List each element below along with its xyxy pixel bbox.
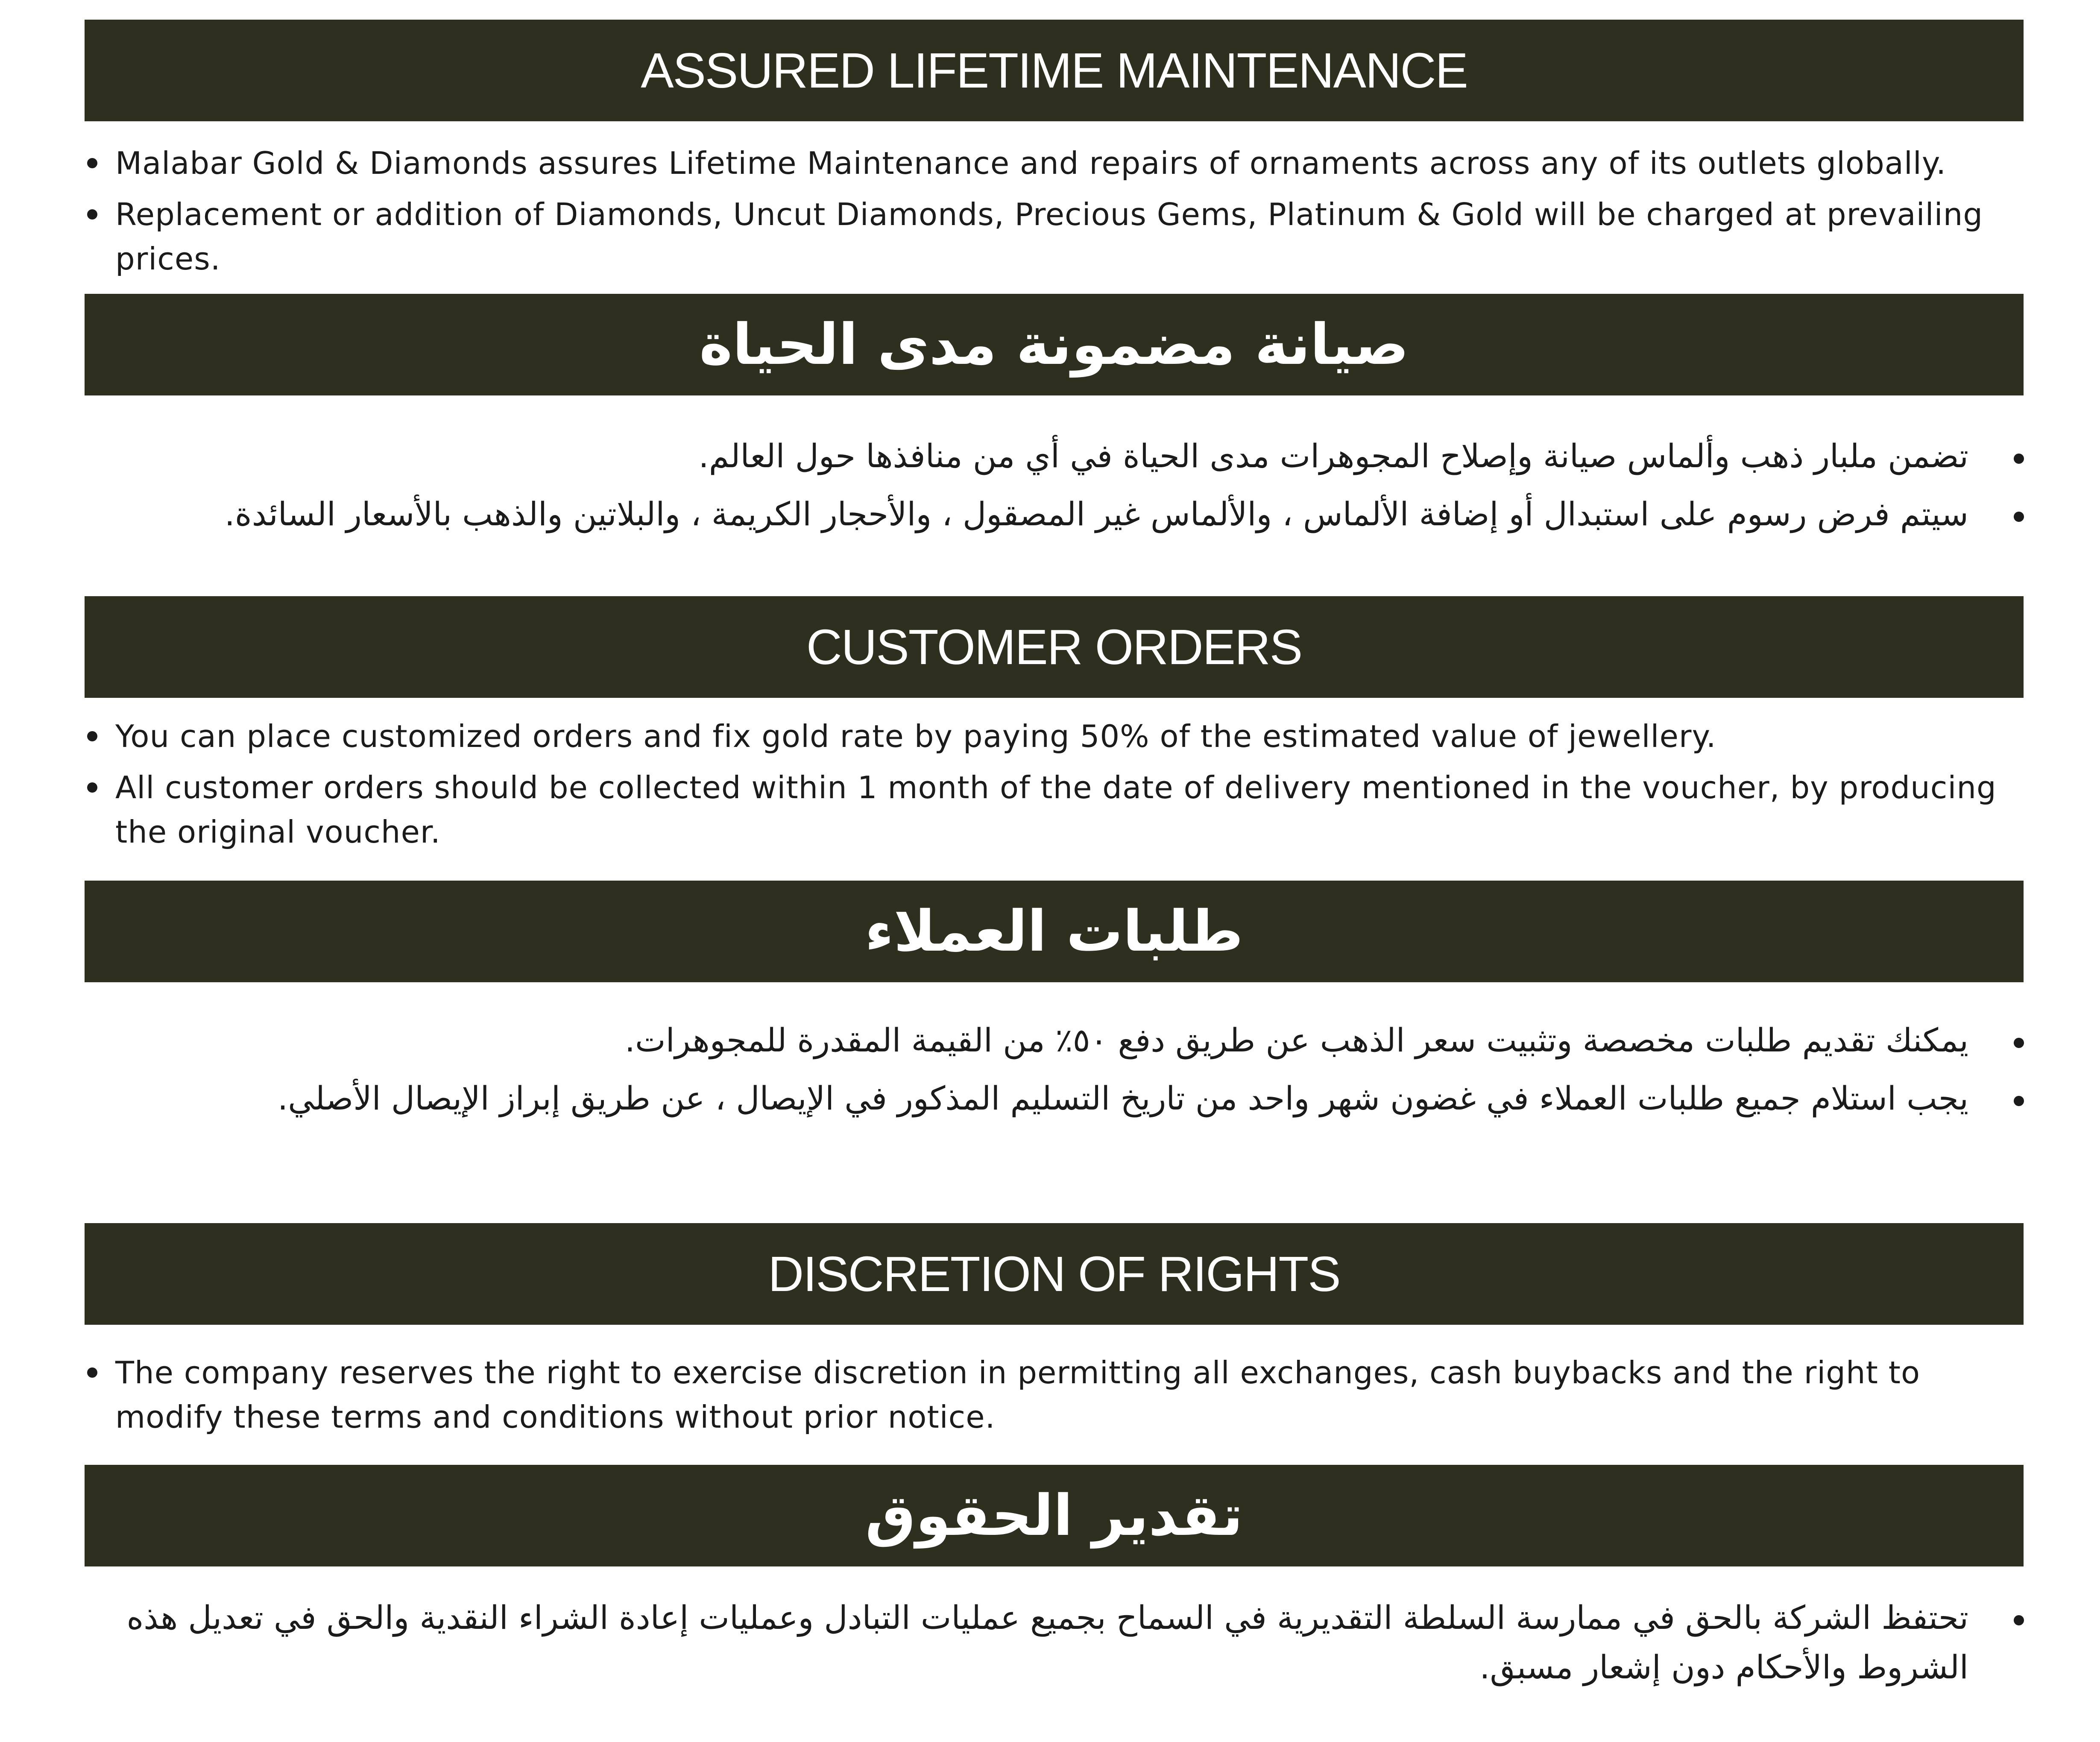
list-item: Malabar Gold & Diamonds assures Lifetime Maintenance and repairs of ornaments across any of its outlets globally.: [85, 141, 2006, 185]
list-item: All customer orders should be collected within 1 month of the date of delivery mentioned in the voucher, by producing the original voucher.: [85, 765, 2006, 854]
section-title: صيانة مضمونة مدى الحياة: [699, 312, 1409, 378]
list-item: Replacement or addition of Diamonds, Uncut Diamonds, Precious Gems, Platinum & Gold will be charged at prevailing prices.: [85, 192, 2006, 281]
list-item: The company reserves the right to exercise discretion in permitting all exchanges, cash buybacks and the right to modify these terms and conditions without prior notice.: [85, 1350, 2006, 1439]
list-item: تضمن ملبار ذهب وألماس صيانة وإصلاح المجوهرات مدى الحياة في أي من منافذها حول العالم.: [115, 431, 1994, 481]
bullet-list-orders-en: [85, 714, 2006, 861]
section-header-maintenance-en: [85, 20, 2024, 121]
list-item: يجب استلام جميع طلبات العملاء في غضون شهر واحد من تاريخ التسليم المذكور في الإيصال ، عن طريق إبراز الإيصال الأصلي.: [115, 1074, 1994, 1123]
bullet-list-maintenance-en: [85, 141, 2006, 288]
section-title: CUSTOMER ORDERS: [806, 619, 1302, 675]
section-title: تقدير الحقوق: [865, 1483, 1243, 1549]
section-header-discretion-ar: [85, 1465, 2024, 1566]
bullet-list-discretion-en: [85, 1350, 2006, 1446]
section-header-orders-ar: [85, 881, 2024, 982]
section-header-discretion-en: [85, 1223, 2024, 1325]
bullet-list-orders-ar: [115, 1016, 1994, 1132]
bullet-list-discretion-ar: [115, 1593, 1994, 1701]
section-header-orders-en: [85, 596, 2024, 698]
section-header-maintenance-ar: [85, 294, 2024, 395]
list-item: تحتفظ الشركة بالحق في ممارسة السلطة التقديرية في السماح بجميع عمليات التبادل وعمليات إعادة الشراء النقدية والحق في تعديل هذه الشروط والأحكام دون إشعار مسبق.: [115, 1593, 1994, 1692]
section-title: ASSURED LIFETIME MAINTENANCE: [641, 43, 1467, 98]
bullet-list-maintenance-ar: [115, 431, 1994, 547]
section-title: طلبات العملاء: [865, 899, 1243, 964]
list-item: يمكنك تقديم طلبات مخصصة وتثبيت سعر الذهب عن طريق دفع ٥٠٪ من القيمة المقدرة للمجوهرات.: [115, 1016, 1994, 1065]
section-title: DISCRETION OF RIGHTS: [768, 1246, 1340, 1302]
list-item: سيتم فرض رسوم على استبدال أو إضافة الألماس ، والألماس غير المصقول ، والأحجار الكريمة ، والبلاتين والذهب بالأسعار السائدة.: [115, 489, 1994, 539]
list-item: You can place customized orders and fix gold rate by paying 50% of the estimated value of jewellery.: [85, 714, 2006, 758]
